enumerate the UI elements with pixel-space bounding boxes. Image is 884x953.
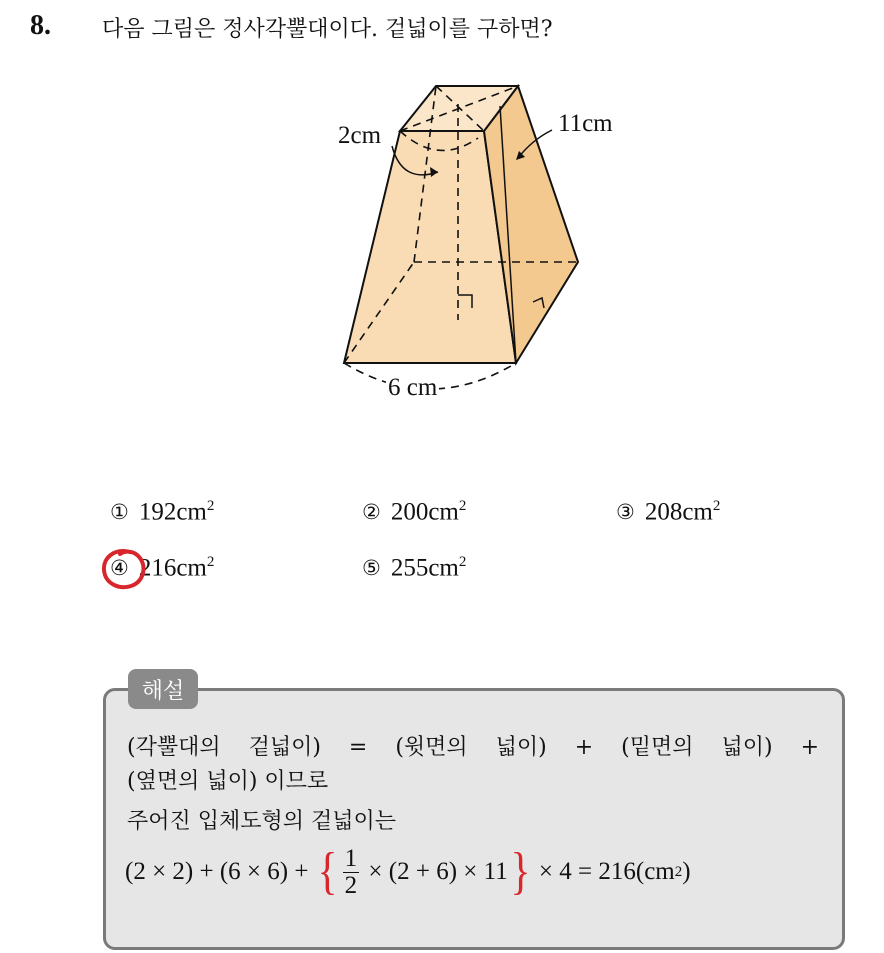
- question-number: 8.: [30, 10, 51, 41]
- fraction-numerator: 1: [344, 844, 358, 872]
- formula-part-4: ): [682, 858, 691, 885]
- formula-fraction: [343, 846, 360, 899]
- choice-2-value: $200cm^2$: [390, 498, 467, 526]
- slant-height-label: 11cm: [558, 110, 613, 137]
- choice-1[interactable]: [110, 498, 214, 526]
- top-edge-label: 2cm: [338, 122, 382, 149]
- formula-brace-close: }: [510, 843, 531, 900]
- choice-3-value: $208cm^2$: [644, 498, 721, 526]
- choice-4[interactable]: [110, 554, 214, 582]
- formula-part-1: (2 × 2) + (6 × 6) +: [125, 858, 315, 885]
- choice-2-number: ②: [362, 500, 381, 525]
- formula-exponent: 2: [674, 863, 683, 880]
- fraction-denominator: 2: [344, 871, 358, 899]
- question-text: 다음 그림은 정사각뿔대이다. 겉넓이를 구하면?: [102, 17, 553, 42]
- formula-part-3: × 4 = 216(cm: [532, 858, 675, 885]
- solution-tag: 해설: [128, 669, 198, 709]
- choice-5[interactable]: [362, 554, 466, 582]
- solution-formula: [125, 840, 691, 904]
- bottom-edge-label: 6 cm: [388, 374, 438, 401]
- choice-3-number: ③: [616, 500, 635, 525]
- formula-part-2: × (2 + 6) × 11: [362, 858, 508, 885]
- choice-5-number: ⑤: [362, 556, 381, 581]
- choice-2[interactable]: [362, 498, 466, 526]
- solution-line-3: 주어진 입체도형의 겉넓이는: [127, 809, 397, 834]
- choice-1-number: ①: [110, 500, 129, 525]
- solution-line-1: (각뿔대의 겉넓이) = (윗면의 넓이) + (밑면의 넓이) +: [127, 735, 819, 760]
- formula-brace-open: {: [317, 843, 338, 900]
- choice-3[interactable]: [616, 498, 720, 526]
- choice-1-value: $192cm^2$: [138, 498, 215, 526]
- choice-4-value: $216cm^2$: [138, 554, 215, 582]
- frustum-figure: [320, 80, 640, 410]
- choice-4-number: ④: [110, 556, 129, 581]
- solution-line-2: (옆면의 넓이) 이므로: [127, 769, 329, 794]
- choice-5-value: $255cm^2$: [390, 554, 467, 582]
